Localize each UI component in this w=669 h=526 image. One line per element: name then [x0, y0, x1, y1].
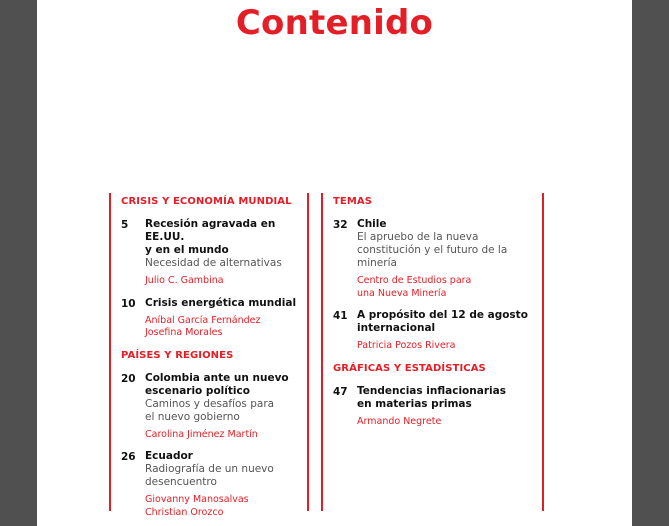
entry-author: Armando Negrete: [357, 415, 442, 427]
toc-entry[interactable]: [323, 385, 542, 429]
entry-subtitle-line: constitución y el futuro de la: [357, 244, 508, 256]
entry-author: una Nueva Minería: [357, 287, 447, 299]
section-heading: TEMAS: [333, 196, 373, 207]
section-heading: GRÁFICAS Y ESTADÍSTICAS: [333, 362, 486, 374]
toc-entry[interactable]: [111, 372, 307, 442]
entry-title-line: y en el mundo: [145, 244, 229, 256]
page: [37, 0, 632, 526]
entry-author: Josefina Morales: [145, 327, 223, 338]
toc-right-column: [321, 193, 544, 511]
entry-subtitle-line: minería: [357, 257, 397, 269]
toc-entry[interactable]: [323, 309, 542, 353]
entry-title-line: Recesión agravada en EE.UU.: [145, 218, 276, 243]
section-heading: CRISIS Y ECONOMÍA MUNDIAL: [121, 196, 292, 207]
entry-title-line: escenario político: [145, 384, 250, 397]
entry-title-line: Crisis energética mundial: [145, 296, 297, 309]
page-number: 32: [333, 219, 348, 231]
entry-title-line: Tendencias inflacionarias: [357, 384, 506, 397]
entry-subtitle-line: Radiografía de un nuevo: [145, 463, 274, 475]
entry-author: Giovanny Manosalvas: [145, 494, 249, 505]
entry-title-line: Chile: [357, 218, 387, 230]
entry-author: Julio C. Gambina: [145, 275, 224, 286]
entry-title-line: Colombia ante un nuevo: [145, 371, 289, 384]
page-number: 41: [333, 310, 348, 322]
page-number: 26: [121, 451, 136, 463]
page-number: 47: [333, 385, 348, 398]
entry-title-line: internacional: [357, 322, 436, 334]
page-title: Contenido: [235, 3, 434, 43]
entry-author: Aníbal García Fernández: [145, 314, 261, 326]
entry-subtitle-line: el nuevo gobierno: [145, 410, 240, 423]
toc-left-column: [109, 193, 309, 518]
toc-entry[interactable]: [111, 450, 307, 519]
entry-subtitle-line: desencuentro: [145, 476, 217, 488]
toc-entry[interactable]: [323, 218, 542, 300]
entry-author: Carolina Jiménez Martín: [145, 428, 258, 440]
entry-title-line: Ecuador: [145, 450, 193, 462]
page-number: 5: [121, 219, 129, 231]
entry-subtitle-line: Caminos y desafíos para: [145, 397, 275, 410]
toc-entry[interactable]: [111, 218, 307, 288]
entry-title-line: en materias primas: [357, 397, 472, 410]
toc-entry[interactable]: [111, 297, 307, 340]
entry-author: Christian Orozco: [145, 506, 224, 518]
entry-title-line: A propósito del 12 de agosto: [357, 309, 528, 321]
section-heading: PAÍSES Y REGIONES: [121, 349, 234, 361]
entry-author: Centro de Estudios para: [357, 275, 472, 286]
entry-subtitle-line: Necesidad de alternativas: [145, 257, 282, 269]
page-number: 10: [121, 297, 136, 310]
entry-subtitle-line: El apruebo de la nueva: [357, 231, 479, 243]
entry-author: Patricia Pozos Rivera: [357, 340, 456, 351]
page-number: 20: [121, 372, 136, 385]
